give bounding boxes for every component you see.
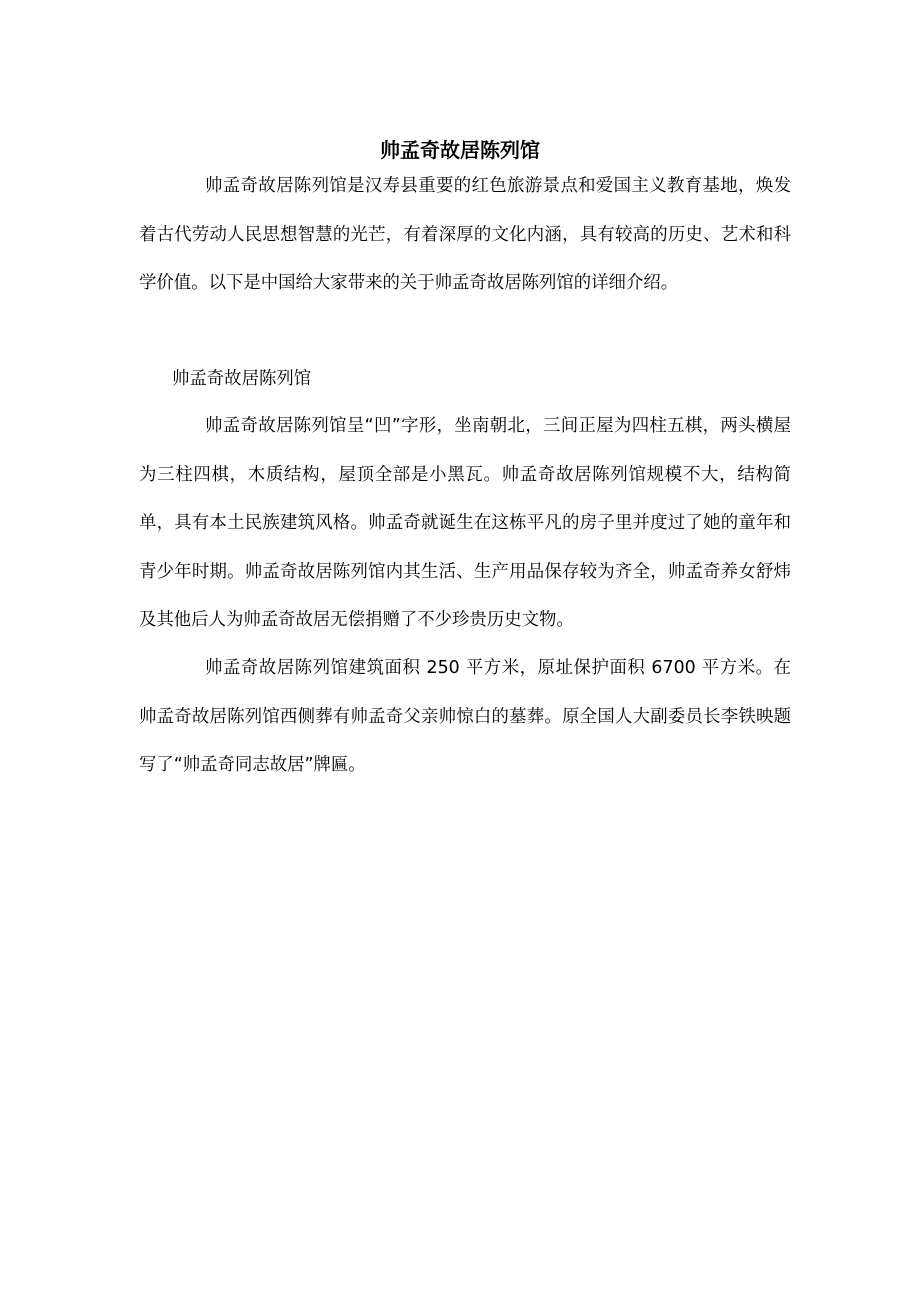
body-paragraph-1: 帅孟奇故居陈列馆呈“凹”字形，坐南朝北，三间正屋为四柱五棋，两头横屋为三柱四棋，木质结构，屋顶全部是小黑瓦。帅孟奇故居陈列馆规模不大，结构简单，具有本土民族建筑风格。帅孟奇就诞生在这栋平凡的房子里并度过了她的童年和青少年时期。帅孟奇故居陈列馆内其生活、生产用品保存较为齐全，帅孟奇养女舒炜及其他后人为帅孟奇故居无偿捐赠了不少珍贵历史文物。 [139,416,791,631]
section-heading: 帅孟奇故居陈列馆 [172,369,312,389]
document-title: 帅孟奇故居陈列馆 [380,138,540,163]
intro-paragraph: 帅孟奇故居陈列馆是汉寿县重要的红色旅游景点和爱国主义教育基地，焕发着古代劳动人民思想智慧的光芒，有着深厚的文化内涵，具有较高的历史、艺术和科学价值。以下是中国给大家带来的关于帅孟奇故居陈列馆的详细介绍。 [139,176,791,294]
body-paragraph-2: 帅孟奇故居陈列馆建筑面积 250 平方米，原址保护面积 6700 平方米。在帅孟奇故居陈列馆西侧葬有帅孟奇父亲帅惊白的墓葬。原全国人大副委员长李铁映题写了“帅孟奇同志故居”牌匾。 [139,658,791,776]
